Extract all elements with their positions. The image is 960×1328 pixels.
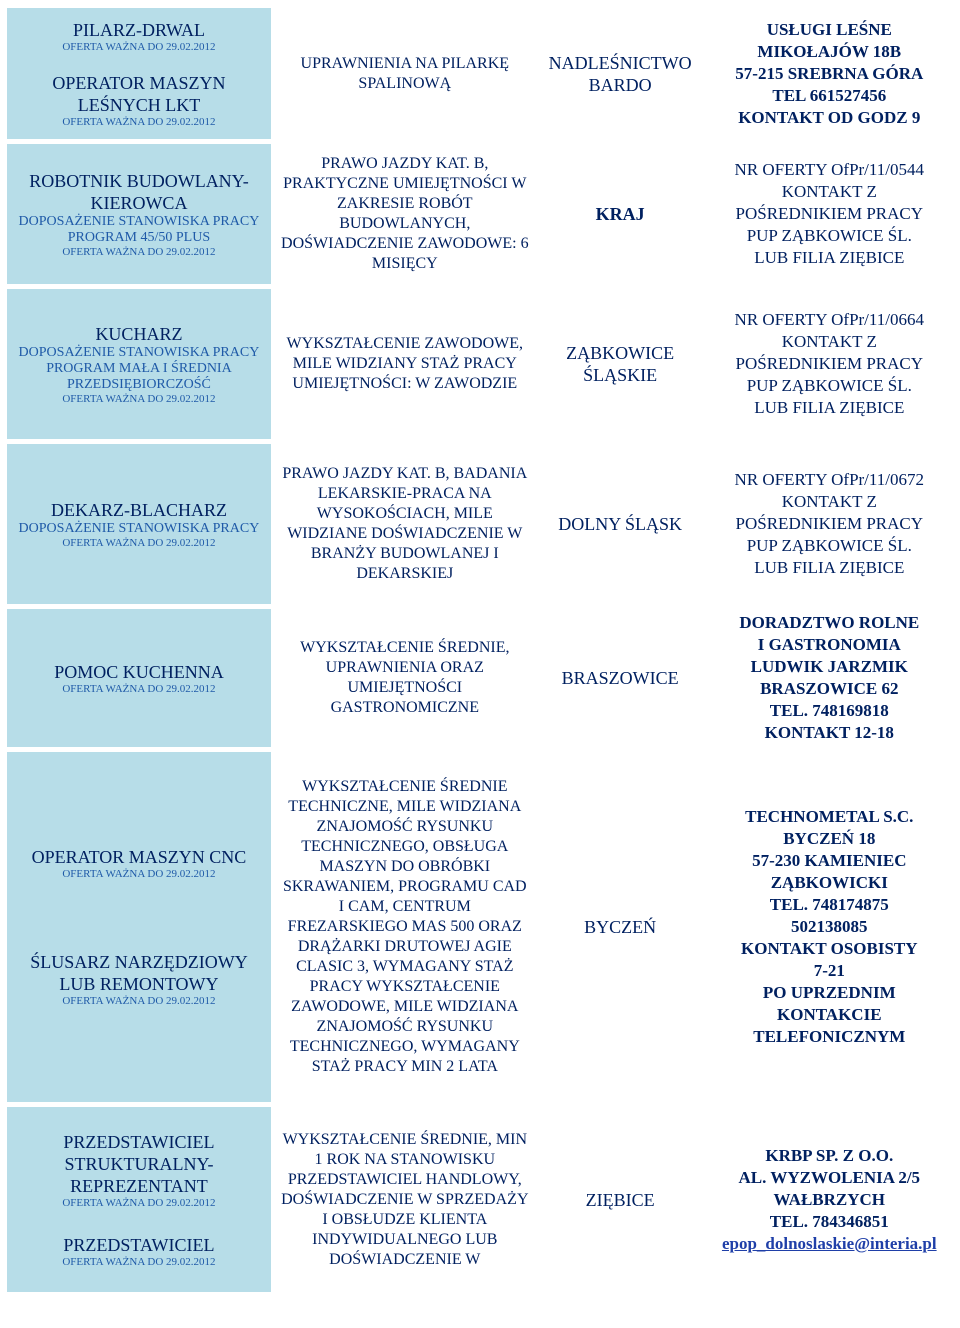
- job-offers-table: [3, 3, 957, 1297]
- requirements-cell: [275, 752, 535, 1102]
- offer-number: NR OFERTY OfPr/11/0544: [734, 160, 924, 179]
- table-row: [7, 444, 953, 604]
- contact-line: DORADZTWO ROLNE: [739, 613, 920, 632]
- requirements-text: WYKSZTAŁCENIE ŚREDNIE TECHNICZNE, MILE WIDZIANA ZNAJOMOŚĆ RYSUNKU TECHNICZNEGO, OBSŁUGA MASZYN DO OBRÓBKI SKRAWANIEM, PROGRAMU CAD I CAM, CENTRUM FREZARSKIEGO MAS 500 ORAZ DRĄŻARKI DRUTOWEJ AGIE CLASIC 3, WYMAGANY STAŻ PRACY WYKSZTAŁCENIE ZAWODOWE, MILE WIDZIANA ZNAJOMOŚĆ RYSUNKU TECHNICZNEGO, WYMAGANY STAŻ PRACY MIN 2 LATA: [282, 778, 527, 1075]
- contact-cell: [706, 752, 953, 1102]
- offer-validity: OFERTA WAŻNA DO 29.02.2012: [62, 1196, 216, 1209]
- contact-cell: [706, 609, 953, 747]
- offer-validity: OFERTA WAŻNA DO 29.02.2012: [62, 40, 216, 53]
- job-title: DEKARZ-BLACHARZ: [50, 499, 227, 520]
- job-cell: [7, 289, 271, 439]
- requirements-text: PRAWO JAZDY KAT. B, BADANIA LEKARSKIE-PRACA NA WYSOKOŚCIACH, MILE WIDZIANE DOŚWIADCZENIE W BRANŻY BUDOWLANEJ I DEKARSKIEJ: [282, 465, 528, 582]
- location-text: KRAJ: [595, 204, 645, 224]
- contact-line: 502138085: [791, 917, 868, 936]
- contact-line: KONTAKT Z: [781, 182, 877, 201]
- table-row: [7, 8, 953, 139]
- requirements-text: WYKSZTAŁCENIE ŚREDNIE, MIN 1 ROK NA STANOWISKU PRZEDSTAWICIEL HANDLOWY, DOŚWIADCZENIE W SPRZEDAŻY I OBSŁUDZE KLIENTA INDYWIDUALNEGO LUB DOŚWIADCZENIE W: [281, 1130, 529, 1268]
- contact-line: POŚREDNIKIEM PRACY: [735, 514, 924, 533]
- location-text: ZIĘBICE: [585, 1189, 655, 1210]
- contact-line: 57-230 KAMIENIEC: [752, 851, 907, 870]
- location-cell: [539, 8, 702, 139]
- job-cell: [7, 144, 271, 284]
- contact-line: KONTAKT OD GODZ 9: [738, 107, 921, 127]
- location-text: BRASZOWICE: [561, 668, 679, 688]
- location-text: BYCZEŃ: [584, 917, 657, 937]
- contact-line: POŚREDNIKIEM PRACY: [735, 354, 924, 373]
- contact-line: TEL. 748169818: [769, 701, 889, 720]
- requirements-cell: [275, 144, 535, 284]
- contact-line: TECHNOMETAL S.C.: [745, 807, 914, 826]
- job-note: DOPOSAŻENIE STANOWISKA PRACY PROGRAM 45/50 PLUS: [18, 213, 260, 245]
- requirements-text: WYKSZTAŁCENIE ŚREDNIE, UPRAWNIENIA ORAZ UMIEJĘTNOŚCI GASTRONOMICZNE: [300, 639, 510, 716]
- offer-validity: OFERTA WAŻNA DO 29.02.2012: [62, 682, 216, 695]
- offer-validity: OFERTA WAŻNA DO 29.02.2012: [62, 392, 216, 405]
- offer-validity: OFERTA WAŻNA DO 29.02.2012: [62, 1255, 216, 1268]
- requirements-text: WYKSZTAŁCENIE ZAWODOWE, MILE WIDZIANY STAŻ PRACY UMIEJĘTNOŚCI: W ZAWODZIE: [286, 335, 524, 392]
- contact-line: 57-215 SREBRNA GÓRA: [735, 63, 924, 83]
- contact-line: ZĄBKOWICKI: [770, 873, 888, 892]
- contact-line: LUB FILIA ZIĘBICE: [754, 398, 905, 417]
- offer-number: NR OFERTY OfPr/11/0672: [734, 470, 924, 489]
- location-text: DOLNY ŚLĄSK: [558, 514, 683, 534]
- table-row: [7, 609, 953, 747]
- contact-line: TEL. 784346851: [769, 1211, 889, 1231]
- offer-number: NR OFERTY OfPr/11/0664: [734, 310, 924, 329]
- offer-validity: OFERTA WAŻNA DO 29.02.2012: [62, 995, 216, 1007]
- contact-line: LUB FILIA ZIĘBICE: [754, 248, 905, 267]
- job-title: POMOC KUCHENNA: [54, 661, 224, 682]
- contact-line: BYCZEŃ 18: [783, 829, 876, 848]
- job-title: PILARZ-DRWAL: [72, 19, 205, 40]
- requirements-cell: [275, 289, 535, 439]
- requirements-text: PRAWO JAZDY KAT. B, PRAKTYCZNE UMIEJĘTNOŚCI W ZAKRESIE ROBÓT BUDOWLANYCH, DOŚWIADCZENIE ZAWODOWE: 6 MISIĘCY: [281, 155, 529, 272]
- contact-line: LUB FILIA ZIĘBICE: [754, 558, 905, 577]
- job-note: DOPOSAŻENIE STANOWISKA PRACY: [18, 520, 260, 536]
- offer-validity: OFERTA WAŻNA DO 29.02.2012: [62, 868, 216, 880]
- contact-line: WAŁBRZYCH: [773, 1189, 886, 1209]
- job-title: PRZEDSTAWICIEL STRUKTURALNY-REPREZENTANT: [63, 1131, 215, 1196]
- contact-line: KONTAKCIE: [777, 1005, 882, 1024]
- location-cell: [539, 609, 702, 747]
- contact-line: KONTAKT OSOBISTY: [741, 939, 918, 958]
- contact-line: KRBP SP. Z O.O.: [765, 1145, 894, 1165]
- job-cell: [7, 8, 271, 139]
- contact-line: PUP ZĄBKOWICE ŚL.: [746, 536, 912, 555]
- contact-line: PUP ZĄBKOWICE ŚL.: [746, 226, 912, 245]
- job-cell: [7, 444, 271, 604]
- table-row: [7, 144, 953, 284]
- contact-line: KONTAKT 12-18: [764, 723, 894, 742]
- requirements-cell: [275, 8, 535, 139]
- contact-line: I GASTRONOMIA: [757, 635, 901, 654]
- contact-cell: [706, 444, 953, 604]
- location-cell: [539, 752, 702, 1102]
- job-cell: [7, 609, 271, 747]
- location-cell: [539, 1107, 702, 1292]
- requirements-cell: [275, 1107, 535, 1292]
- location-cell: [539, 289, 702, 439]
- location-text: NADLEŚNICTWO BARDO: [548, 52, 692, 95]
- job-title: ROBOTNIK BUDOWLANY-KIEROWCA: [29, 170, 249, 213]
- contact-line: 7-21: [813, 961, 845, 980]
- contact-cell: [706, 8, 953, 139]
- requirements-cell: [275, 609, 535, 747]
- contact-line: LUDWIK JARZMIK: [750, 657, 908, 676]
- job-title: OPERATOR MASZYN LEŚNYCH LKT: [52, 72, 226, 115]
- email-link[interactable]: epop_dolnoslaskie@interia.pl: [721, 1233, 937, 1253]
- table-row: [7, 289, 953, 439]
- job-title: OPERATOR MASZYN CNC: [31, 847, 247, 867]
- contact-email-link[interactable]: [710, 1233, 949, 1255]
- contact-line: BRASZOWICE 62: [760, 679, 899, 698]
- requirements-text: UPRAWNIENIA NA PILARKĘ SPALINOWĄ: [300, 54, 510, 92]
- contact-line: AL. WYZWOLENIA 2/5: [738, 1167, 921, 1187]
- contact-line: PO UPRZEDNIM: [762, 983, 896, 1002]
- offer-validity: OFERTA WAŻNA DO 29.02.2012: [62, 115, 216, 128]
- contact-line: TELEFONICZNYM: [753, 1027, 906, 1046]
- contact-line: MIKOŁAJÓW 18B: [757, 41, 902, 61]
- offer-validity: OFERTA WAŻNA DO 29.02.2012: [62, 245, 216, 258]
- job-title: KUCHARZ: [95, 323, 183, 344]
- contact-cell: [706, 1107, 953, 1292]
- table-row: [7, 1107, 953, 1292]
- contact-line: USŁUGI LEŚNE: [766, 19, 892, 39]
- job-cell: [7, 1107, 271, 1292]
- job-title: ŚLUSARZ NARZĘDZIOWY LUB REMONTOWY: [30, 952, 248, 994]
- contact-line: KONTAKT Z: [781, 332, 877, 351]
- contact-line: POŚREDNIKIEM PRACY: [735, 204, 924, 223]
- contact-line: TEL 661527456: [772, 85, 887, 105]
- job-note: DOPOSAŻENIE STANOWISKA PRACY PROGRAM MAŁA I ŚREDNIA PRZEDSIĘBIORCZOŚĆ: [18, 344, 260, 392]
- location-cell: [539, 444, 702, 604]
- job-cell: [7, 752, 271, 1102]
- location-cell: [539, 144, 702, 284]
- contact-line: KONTAKT Z: [781, 492, 877, 511]
- offer-validity: OFERTA WAŻNA DO 29.02.2012: [62, 536, 216, 549]
- contact-cell: [706, 289, 953, 439]
- job-title: PRZEDSTAWICIEL: [63, 1234, 215, 1255]
- contact-cell: [706, 144, 953, 284]
- requirements-cell: [275, 444, 535, 604]
- contact-line: TEL. 748174875: [769, 895, 889, 914]
- contact-line: PUP ZĄBKOWICE ŚL.: [746, 376, 912, 395]
- location-text: ZĄBKOWICE ŚLĄSKIE: [566, 343, 675, 385]
- table-row: [7, 752, 953, 1102]
